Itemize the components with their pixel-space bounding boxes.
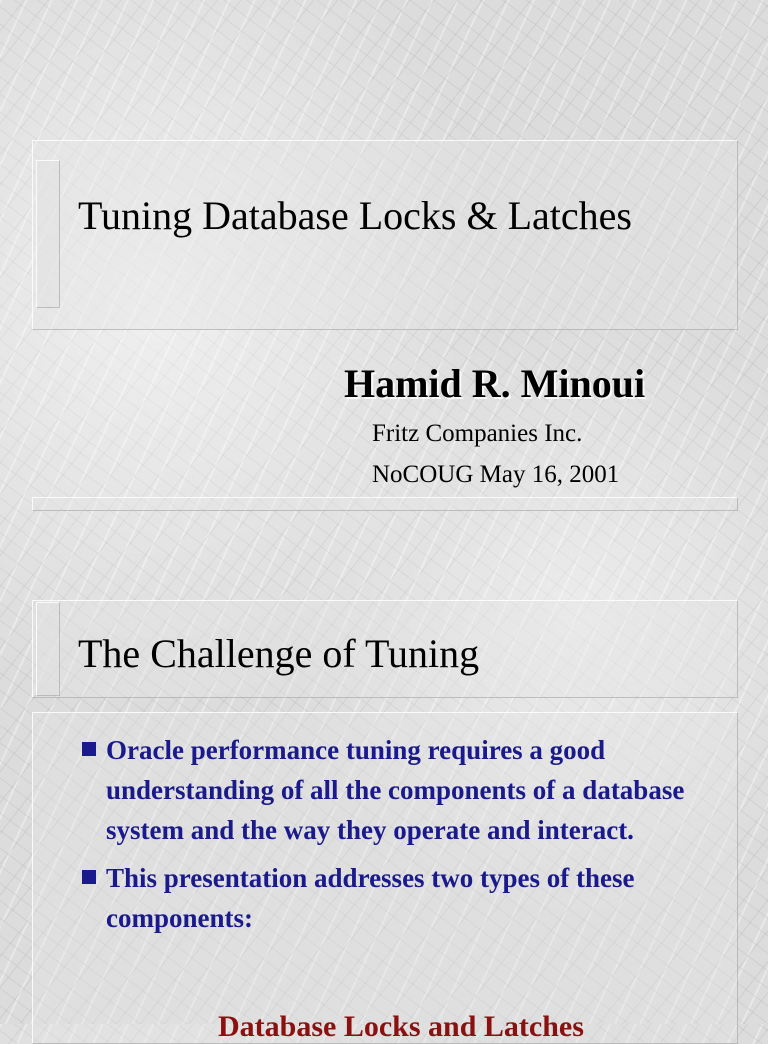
slide-2-title: The Challenge of Tuning xyxy=(78,631,480,676)
slide-1-title: Tuning Database Locks & Latches xyxy=(78,193,632,238)
bullet-list xyxy=(78,730,728,946)
bullet-item xyxy=(78,858,728,938)
company-name: Fritz Companies Inc. xyxy=(372,420,583,447)
square-bullet-icon xyxy=(82,870,96,884)
event-date: NoCOUG May 16, 2001 xyxy=(372,461,620,488)
slide-1-accent-bar xyxy=(36,160,60,308)
square-bullet-icon xyxy=(82,742,96,756)
bullet-text: Oracle performance tuning requires a good understanding of all the components of a database system and the way they operate and interact. xyxy=(106,735,685,845)
bullet-item xyxy=(78,730,728,850)
highlighted-topic-cutoff: Database Locks and Latches xyxy=(218,1010,584,1043)
slide-2-accent-bar xyxy=(36,602,60,696)
slide-1-footer-line xyxy=(32,497,738,511)
bullet-text: This presentation addresses two types of these components: xyxy=(106,863,635,933)
author-name: Hamid R. Minoui xyxy=(344,361,646,406)
